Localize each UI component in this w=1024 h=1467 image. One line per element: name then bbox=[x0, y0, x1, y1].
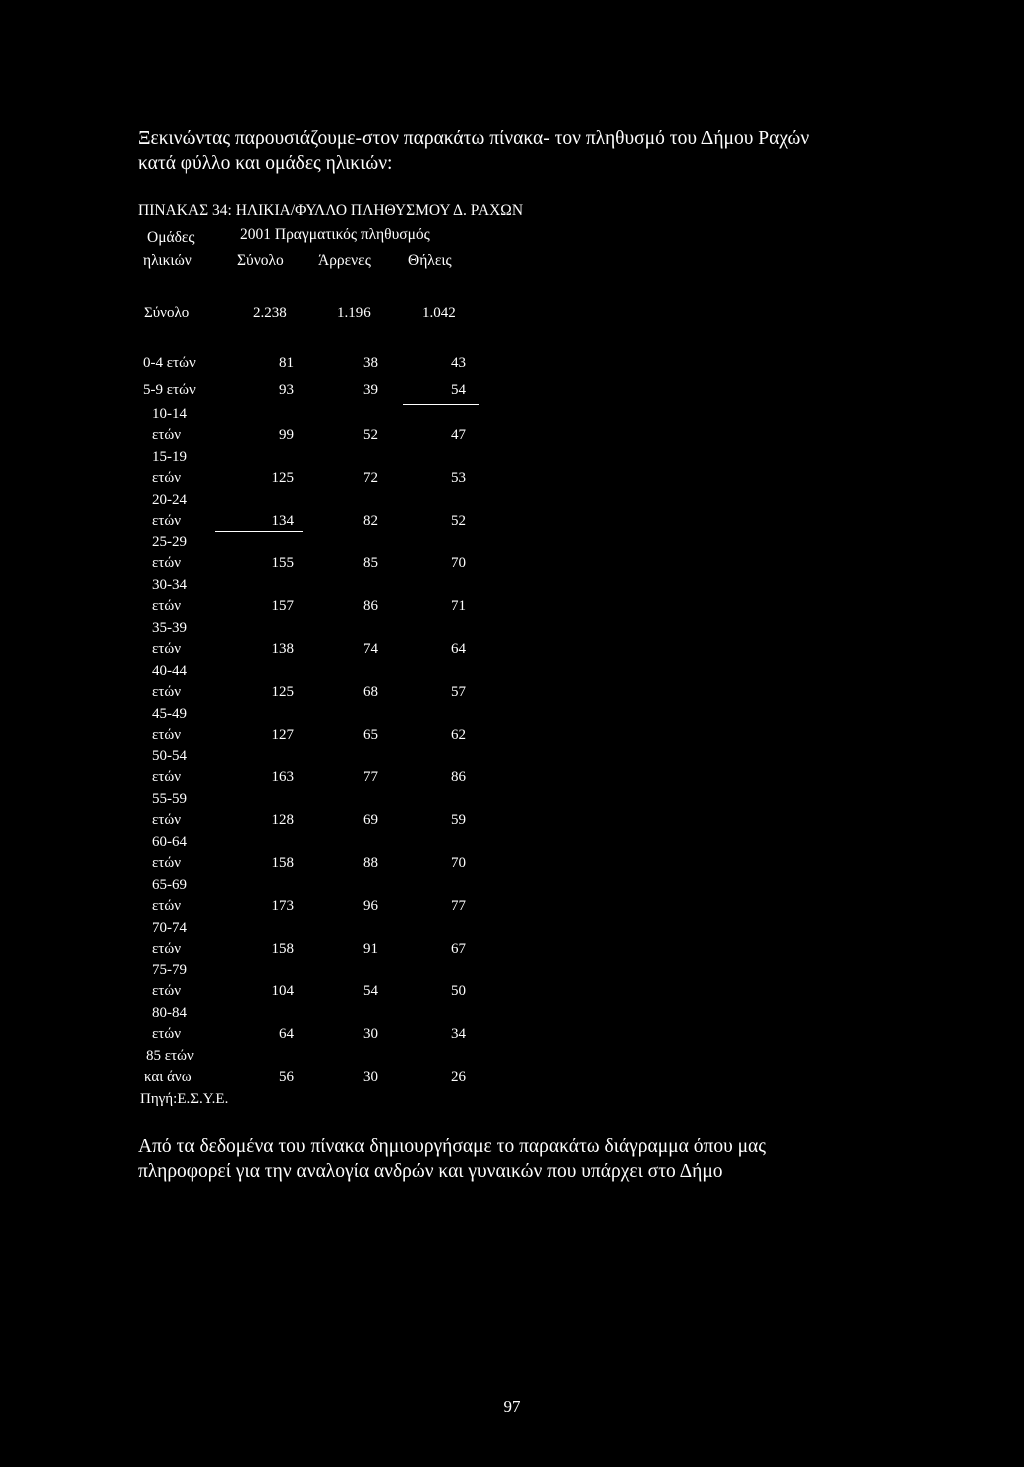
row-label: 15-19 bbox=[152, 448, 187, 465]
row-female: 64 bbox=[451, 641, 466, 657]
row-male: 86 bbox=[363, 598, 378, 615]
row-label-line2: ετών bbox=[152, 1026, 181, 1043]
row-female: 43 bbox=[451, 355, 466, 371]
row-male: 85 bbox=[363, 555, 378, 572]
row-female: 50 bbox=[451, 983, 466, 1000]
row-male: 91 bbox=[363, 940, 378, 957]
row-total: 99 bbox=[279, 427, 294, 443]
row-label: 85 ετών bbox=[146, 1048, 194, 1064]
row-label: 40-44 bbox=[152, 662, 187, 679]
row-male: 38 bbox=[363, 355, 378, 371]
row-label-line2: ετών bbox=[152, 427, 181, 443]
row-label-line2: ετών bbox=[152, 683, 181, 700]
total-row-label: Σύνολο bbox=[144, 305, 190, 321]
total-row-female: 1.042 bbox=[422, 305, 456, 321]
row-male: 82 bbox=[363, 512, 378, 529]
row-male: 39 bbox=[363, 382, 378, 398]
row-label-line2: ετών bbox=[152, 897, 181, 914]
row-total: 155 bbox=[271, 555, 294, 572]
row-female: 77 bbox=[451, 897, 466, 914]
row-total: 81 bbox=[279, 355, 294, 371]
row-total: 125 bbox=[271, 469, 294, 486]
row-male: 96 bbox=[363, 897, 378, 914]
row-male: 68 bbox=[363, 683, 378, 700]
row-female: 62 bbox=[451, 726, 466, 743]
row-female: 52 bbox=[451, 512, 466, 529]
row-total: 56 bbox=[279, 1069, 294, 1085]
row-female: 70 bbox=[451, 855, 466, 871]
row-total: 157 bbox=[271, 598, 294, 615]
row-total: 158 bbox=[271, 940, 294, 957]
row-label: 20-24 bbox=[152, 491, 187, 508]
row-male: 72 bbox=[363, 469, 378, 486]
row-total: 128 bbox=[271, 812, 294, 829]
row-female: 70 bbox=[451, 555, 466, 572]
row-label: 5-9 ετών bbox=[143, 382, 196, 398]
row-label-line2: ετών bbox=[152, 598, 181, 615]
row-female: 26 bbox=[451, 1069, 466, 1085]
row-label: 25-29 bbox=[152, 534, 187, 551]
row-male: 65 bbox=[363, 726, 378, 743]
row-total: 158 bbox=[271, 855, 294, 871]
row-label: 35-39 bbox=[152, 620, 187, 636]
row-total: 93 bbox=[279, 382, 294, 398]
row-label-line2: και άνω bbox=[144, 1069, 192, 1085]
row-male: 30 bbox=[363, 1069, 378, 1085]
row-label: 70-74 bbox=[152, 919, 187, 936]
row-label-line2: ετών bbox=[152, 769, 181, 786]
header-groups-line1: Ομάδες bbox=[147, 229, 195, 246]
row-label-line2: ετών bbox=[152, 512, 181, 529]
row-female: 54 bbox=[451, 382, 466, 398]
row-female: 34 bbox=[451, 1026, 466, 1043]
source-note: Πηγή:Ε.Σ.Υ.Ε. bbox=[140, 1091, 229, 1107]
row-label: 50-54 bbox=[152, 748, 187, 765]
header-col-female: Θήλεις bbox=[408, 252, 452, 269]
row-total: 104 bbox=[271, 983, 294, 1000]
row-total: 163 bbox=[271, 769, 294, 786]
row-female: 67 bbox=[451, 940, 466, 957]
intro-line-2: κατά φύλλο και ομάδες ηλικιών: bbox=[138, 153, 393, 174]
row-male: 88 bbox=[363, 855, 378, 871]
row-total: 125 bbox=[271, 683, 294, 700]
row-label: 75-79 bbox=[152, 962, 187, 979]
intro-line-1: Ξεκινώντας παρουσιάζουμε-στον παρακάτω πίνακα- τον πληθυσμό του Δήμου Ραχών bbox=[138, 128, 810, 149]
outro-paragraph bbox=[138, 1134, 766, 1184]
row-label-line2: ετών bbox=[152, 555, 181, 572]
page-number: 97 bbox=[503, 1397, 521, 1416]
row-male: 52 bbox=[363, 427, 378, 443]
row-male: 30 bbox=[363, 1026, 378, 1043]
row-female: 59 bbox=[451, 812, 466, 829]
row-female: 53 bbox=[451, 469, 466, 486]
intro-paragraph bbox=[138, 126, 809, 176]
row-label: 60-64 bbox=[152, 834, 187, 850]
row-label: 10-14 bbox=[152, 406, 187, 422]
row-male: 69 bbox=[363, 812, 378, 829]
row-male: 54 bbox=[363, 983, 378, 1000]
header-col-male: Άρρενες bbox=[318, 252, 371, 269]
underline-mark bbox=[215, 531, 303, 532]
row-male: 77 bbox=[363, 769, 378, 786]
total-row-total: 2.238 bbox=[253, 305, 287, 321]
row-label-line2: ετών bbox=[152, 469, 181, 486]
header-groups-line2: ηλικιών bbox=[143, 252, 192, 269]
outro-line-1: Από τα δεδομένα του πίνακα δημιουργήσαμε το παρακάτω διάγραμμα όπου μας bbox=[138, 1136, 766, 1157]
row-total: 127 bbox=[271, 726, 294, 743]
row-total: 138 bbox=[271, 641, 294, 657]
row-label-line2: ετών bbox=[152, 641, 181, 657]
row-label: 0-4 ετών bbox=[143, 355, 196, 371]
row-label: 65-69 bbox=[152, 876, 187, 893]
row-female: 47 bbox=[451, 427, 466, 443]
row-total: 173 bbox=[271, 897, 294, 914]
row-label-line2: ετών bbox=[152, 940, 181, 957]
row-label-line2: ετών bbox=[152, 726, 181, 743]
row-female: 86 bbox=[451, 769, 466, 786]
table-caption: ΠΙΝΑΚΑΣ 34: ΗΛΙΚΙΑ/ΦΥΛΛΟ ΠΛΗΘΥΣΜΟΥ Δ. ΡΑΧΩΝ bbox=[138, 202, 524, 219]
row-total: 64 bbox=[279, 1026, 294, 1043]
row-label: 55-59 bbox=[152, 791, 187, 808]
row-label: 80-84 bbox=[152, 1005, 187, 1022]
header-col-total: Σύνολο bbox=[237, 252, 284, 269]
row-label: 45-49 bbox=[152, 705, 187, 722]
outro-line-2: πληροφορεί για την αναλογία ανδρών και γυναικών που υπάρχει στο Δήμο bbox=[138, 1161, 723, 1182]
total-row-male: 1.196 bbox=[337, 305, 371, 321]
row-label-line2: ετών bbox=[152, 983, 181, 1000]
row-label-line2: ετών bbox=[152, 855, 181, 871]
header-census: 2001 Πραγματικός πληθυσμός bbox=[240, 226, 430, 243]
row-label: 30-34 bbox=[152, 577, 187, 594]
row-male: 74 bbox=[363, 641, 378, 657]
row-female: 71 bbox=[451, 598, 466, 615]
underline-mark bbox=[403, 404, 479, 405]
row-total: 134 bbox=[271, 512, 294, 529]
row-female: 57 bbox=[451, 683, 466, 700]
row-label-line2: ετών bbox=[152, 812, 181, 829]
